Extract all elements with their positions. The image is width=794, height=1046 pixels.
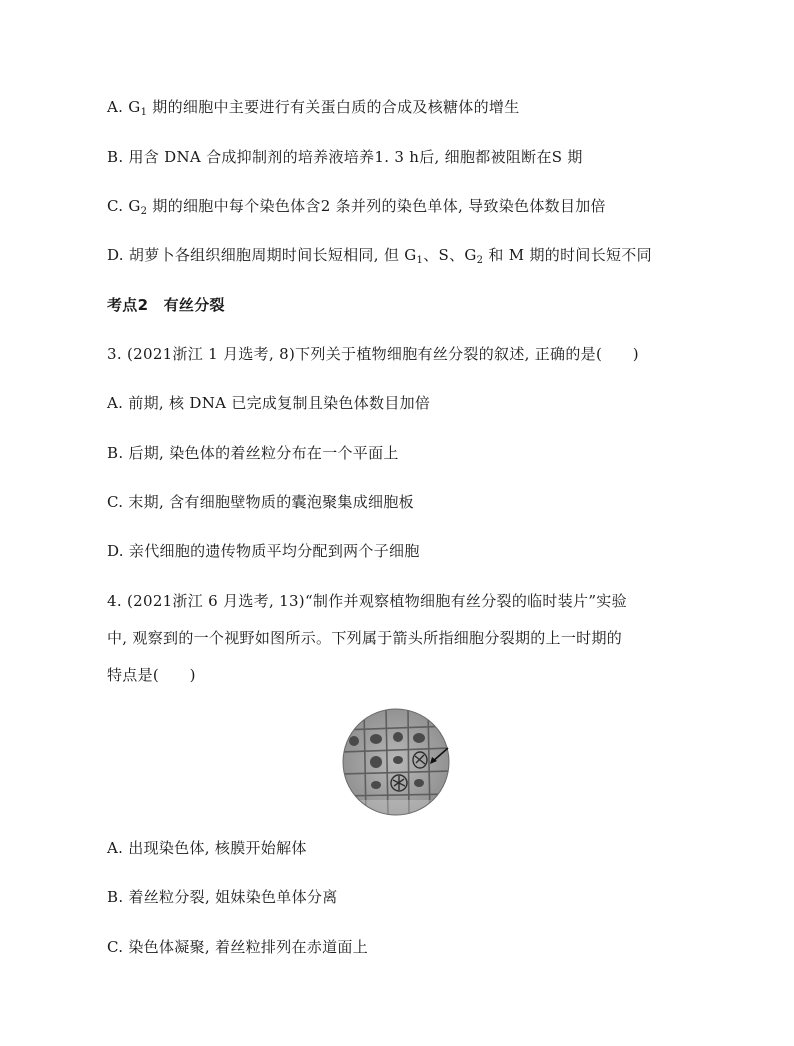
q2-option-d-subscript2: 2	[476, 255, 484, 266]
q2-option-a-subscript: 1	[140, 107, 148, 118]
q4-option-b: B. 着丝粒分裂, 姐妹染色单体分离	[107, 888, 338, 906]
q3-option-d: D. 亲代细胞的遗传物质平均分配到两个子细胞	[107, 542, 420, 560]
q4-stem-line-3: 特点是( )	[107, 666, 196, 684]
q4-stem-line-2: 中, 观察到的一个视野如图所示。下列属于箭头所指细胞分裂期的上一时期的	[107, 629, 623, 647]
q2-option-c-prefix: C. G	[107, 197, 141, 215]
q3-option-c: C. 末期, 含有细胞壁物质的囊泡聚集成细胞板	[107, 493, 414, 511]
q2-option-c-subscript: 2	[140, 206, 148, 217]
q4-option-c: C. 染色体凝聚, 着丝粒排列在赤道面上	[107, 938, 369, 956]
q2-option-a-prefix: A. G	[107, 98, 141, 116]
q2-option-d-subscript1: 1	[416, 255, 424, 266]
section-heading: 考点2 有丝分裂	[107, 296, 225, 314]
q3-option-b: B. 后期, 染色体的着丝粒分布在一个平面上	[107, 444, 399, 462]
q3-option-a: A. 前期, 核 DNA 已完成复制且染色体数目加倍	[107, 394, 431, 412]
q2-option-d-part3: 和 M 期的时间长短不同	[483, 246, 652, 264]
q2-option-d-part1: D. 胡萝卜各组织细胞周期时间长短相同, 但 G	[107, 246, 417, 264]
q2-option-b: B. 用含 DNA 合成抑制剂的培养液培养1. 3 h后, 细胞都被阻断在S 期	[107, 148, 583, 166]
q2-option-c	[107, 196, 606, 216]
q2-option-a	[107, 97, 520, 117]
q2-option-a-suffix: 期的细胞中主要进行有关蛋白质的合成及核糖体的增生	[147, 98, 520, 116]
q3-stem: 3. (2021浙江 1 月选考, 8)下列关于植物细胞有丝分裂的叙述, 正确的是( )	[107, 345, 639, 363]
q2-option-d-part2: 、S、G	[423, 246, 477, 264]
q2-option-c-suffix: 期的细胞中每个染色体含2 条并列的染色单体, 导致染色体数目加倍	[147, 197, 606, 215]
q4-option-a: A. 出现染色体, 核膜开始解体	[107, 839, 307, 857]
cell-micrograph-image	[342, 708, 450, 816]
q2-option-d	[107, 245, 652, 265]
q4-stem-line-1: 4. (2021浙江 6 月选考, 13)“制作并观察植物细胞有丝分裂的临时装片”实验	[107, 592, 627, 610]
